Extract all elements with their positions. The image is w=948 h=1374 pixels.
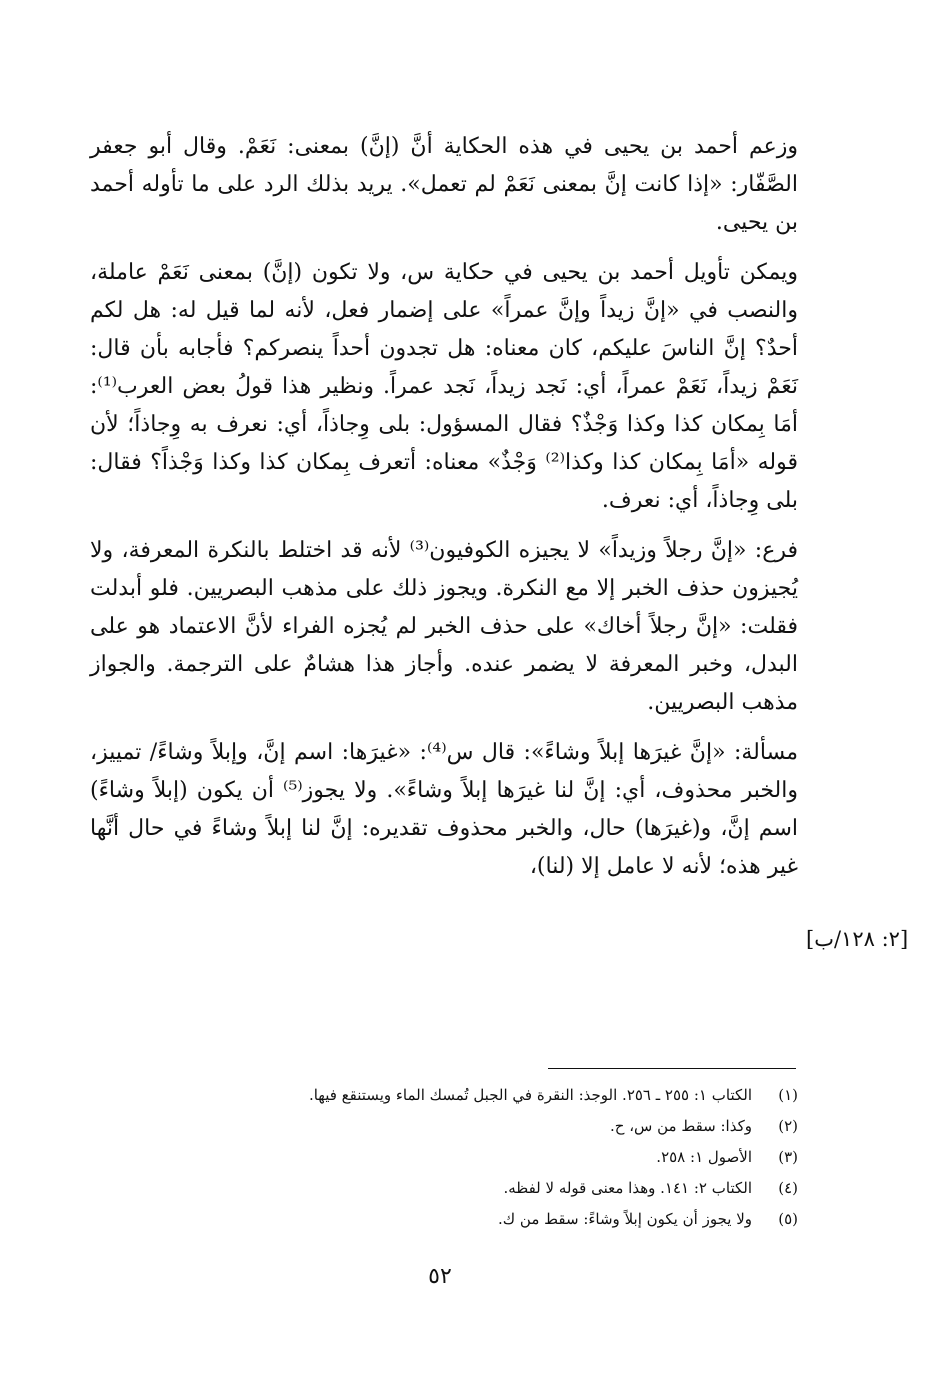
footnote-item [90,1173,798,1204]
footnote-text: الأصول ١: ٢٥٨. [656,1148,752,1166]
footnote-number: (١) [778,1086,798,1104]
footnote-item [90,1142,798,1173]
paragraph: ويمكن تأويل أحمد بن يحيى في حكاية س، ولا تكون (إنَّ) بمعنى نَعَمْ عاملة، والنصب في «إنَّ زيداً وإنَّ عمراً» على إضمار فعل، لأنه لما قيل له: هل لكم أحدٌ؟ إنَّ الناسَ عليكم، كان معناه: هل تجدون أحداً ينصركم؟ فأجابه بأن قال: نَعَمْ زيداً، نَعَمْ عمراً، أي: نَجد زيداً، نَجد عمراً. ونظير هذا قولُ بعض العرب⁽¹⁾: أمَا بِمكان كذا وكذا وَجْذٌ؟ فقال المسؤول: بلى وِجاذاً، أي: نعرف به وِجاذاً؛ لأن قوله «أمَا بِمكان كذا وكذا⁽²⁾ وَجْذٌ» معناه: أتعرف بِمكان كذا وكذا وَجْذاً؟ فقال: بلى وِجاذاً، أي: نعرف. [90,260,798,513]
footnote-text: الكتاب ٢: ١٤١. وهذا معنى قوله لا لفظه. [503,1179,752,1197]
footnotes [90,1080,798,1235]
footnote-text: وكذا: سقط من س، ح. [609,1117,752,1135]
paragraph: مسألة: «إنَّ غيرَها إبلاً وشاءً»: قال س⁽⁴⁾: «غيرَها: اسم إنَّ، وإبلاً وشاءً/ تمييز، والخبر محذوف، أي: إنَّ لنا غيرَها إبلاً وشاءً». ولا يجوز⁽⁵⁾ أن يكون (إبلاً وشاءً) اسم إنَّ، و(غيرَها) حال، والخبر محذوف تقديره: إنَّ لنا إبلاً وشاءً في حال أنَّها غير هذه؛ لأنه لا عامل إلا (لنا)، [90,740,798,879]
footnote-text: ولا يجوز أن يكون إبلاً وشاءً: سقط من ك. [498,1210,752,1228]
page-number: ٥٢ [428,1264,452,1289]
footnote-number: (٣) [778,1148,798,1166]
footnote-number: (٤) [778,1179,798,1197]
paragraph: وزعم أحمد بن يحيى في هذه الحكاية أنَّ (إنَّ) بمعنى: نَعَمْ. وقال أبو جعفر الصَّفّار: «إذا كانت إنَّ بمعنى نَعَمْ لم تعمل». يريد بذلك الرد على ما تأوله أحمد بن يحيى. [90,134,798,235]
footnote-text: الكتاب ١: ٢٥٥ ـ ٢٥٦. الوجذ: النقرة في الجبل تُمسك الماء ويستنقع فيها. [308,1086,752,1104]
footnote-number: (٥) [778,1210,798,1228]
footnote-number: (٢) [778,1117,798,1135]
main-text [90,128,798,886]
margin-manuscript-reference: [٢: ١٢٨/ب] [806,927,909,951]
footnote-item [90,1204,798,1235]
footnote-item [90,1111,798,1142]
paragraph: فرع: «إنَّ رجلاً وزيداً» لا يجيزه الكوفيون⁽³⁾ لأنه قد اختلط بالنكرة المعرفة، ولا يُجيزون حذف الخبر إلا مع النكرة. ويجوز ذلك على مذهب البصريين. فلو أبدلت فقلت: «إنَّ رجلاً أخاك» على حذف الخبر لم يُجزه الفراء لأنَّ الاعتماد هو على البدل، وخبر المعرفة لا يضمر عنده. وأجاز هذا هشامٌ على الترجمة. والجواز مذهب البصريين. [90,538,798,715]
footnote-separator [548,1068,796,1069]
footnote-item [90,1080,798,1111]
